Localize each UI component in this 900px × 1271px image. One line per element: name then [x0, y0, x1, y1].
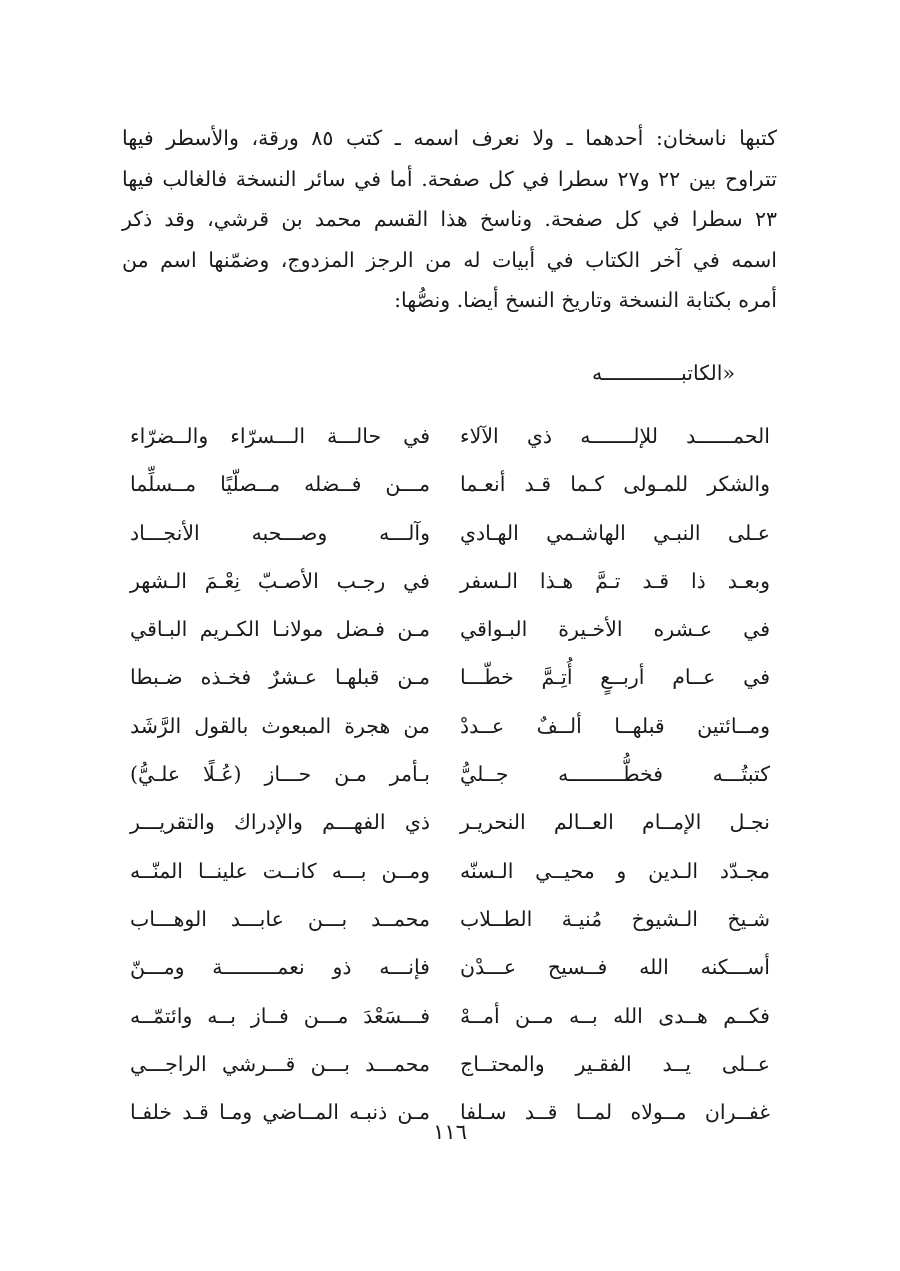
poem-hemistich: كتبتُـــه فخطُّـــــــــه جــليُّ: [460, 762, 770, 787]
poem-hemistich: في عـشره الأخـيرة البـواقي: [460, 617, 770, 642]
poem-hemistich: غفــران مــولاه لمــا قــد سـلفا: [460, 1100, 770, 1125]
poem-hemistich: نجـل الإمــام العــالم النحريـر: [460, 810, 770, 835]
poem-hemistich: فإنـــه ذو نعمـــــــــة ومـــنّ: [130, 955, 430, 980]
poem-hemistich: فـــسَعْدَ مـــن فــاز بــه وائتمّــه: [130, 1003, 430, 1028]
intro-paragraph: [122, 118, 777, 321]
page-number: ١١٦: [433, 1120, 467, 1144]
poem-hemistich: من هجرة المبعوث بالقول الرَّشَد: [130, 713, 430, 738]
poem-hemistich: في رجـب الأصـبّ نِعْـمَ الـشهر: [130, 568, 430, 593]
paragraph-line: كتبها ناسخان: أحدهما ـ ولا نعرف اسمه ـ كتب ٨٥ ورقة، والأسطر فيها: [122, 126, 777, 150]
paragraph-line: تتراوح بين ٢٢ و٢٧ سطرا في كل صفحة. أما في سائر النسخة فالغالب فيها: [122, 166, 777, 191]
paragraph-line: ٢٣ سطرا في كل صفحة. وناسخ هذا القسم محمد بن قرشي، وقد ذكر: [122, 207, 777, 232]
poem-right-column: [460, 412, 770, 1136]
paragraph-line: أمره بكتابة النسخة وتاريخ النسخ أيضا. ونصُّها:: [394, 288, 777, 313]
poem-hemistich: الحمــــــد للإلـــــــه ذي الآلاء: [460, 424, 770, 448]
poem-hemistich: شـيخ الـشيوخ مُنيـة الطــلاب: [460, 906, 770, 931]
poem-hemistich: عــلى يــد الفقـير والمحتــاج: [460, 1051, 770, 1076]
poem-hemistich: أســـكنه الله فــسيح عـــدْن: [460, 955, 770, 980]
poem-hemistich: في عــام أربــعٍ أُتِـمَّ خطّـــا: [460, 665, 770, 690]
poem-hemistich: فكــم هــدى الله بــه مــن أمــهْ: [460, 1003, 770, 1028]
poem-hemistich: ومــن بـــه كانــت علينــا المنّــه: [130, 858, 430, 883]
poem-hemistich: في حالـــة الـــسرّاء والــضرّاء: [130, 424, 430, 448]
poem-hemistich: مـن ذنبـه المــاضي ومـا قـد خلفـا: [130, 1100, 430, 1125]
poem-hemistich: مجـدّد الـدين و محيــي الـسنّه: [460, 858, 770, 883]
poem-heading: «الكاتبـــــــــــــه: [591, 361, 735, 385]
poem-hemistich: بـأمر مـن حـــاز (عُـلًا علـيُّ): [130, 762, 430, 787]
poem-left-column: [130, 412, 430, 1136]
poem-hemistich: ومــائتين قبلهــا ألــفٌ عــددْ: [460, 713, 770, 738]
poem-hemistich: مـن فـضل مولانـا الكـريم البـاقي: [130, 617, 430, 642]
poem-hemistich: وآلـــه وصـــحبه الأنجـــاد: [130, 520, 430, 545]
poem-hemistich: وبعـد ذا قـد تـمَّ هـذا الـسفر: [460, 568, 770, 593]
poem-hemistich: محمـــد بـــن قـــرشي الراجـــي: [130, 1051, 430, 1076]
poem-hemistich: ذي الفهـــم والإدراك والتقريـــر: [130, 810, 430, 835]
poem-hemistich: عـلى النبـي الهاشـمي الهـادي: [460, 520, 770, 545]
poem-hemistich: مـن قبلهـا عـشرٌ فخـذه ضـبطا: [130, 665, 430, 690]
poem-hemistich: محمــد بـــن عابـــد الوهـــاب: [130, 906, 430, 931]
paragraph-line: اسمه في آخر الكتاب في أبيات له من الرجز المزدوج، وضمّنها اسم من: [122, 247, 777, 272]
poem-hemistich: مـــن فــضله مــصلّيًا مــسلِّما: [130, 472, 430, 497]
poem-hemistich: والشكر للمـولى كـما قـد أنعـما: [460, 472, 770, 497]
